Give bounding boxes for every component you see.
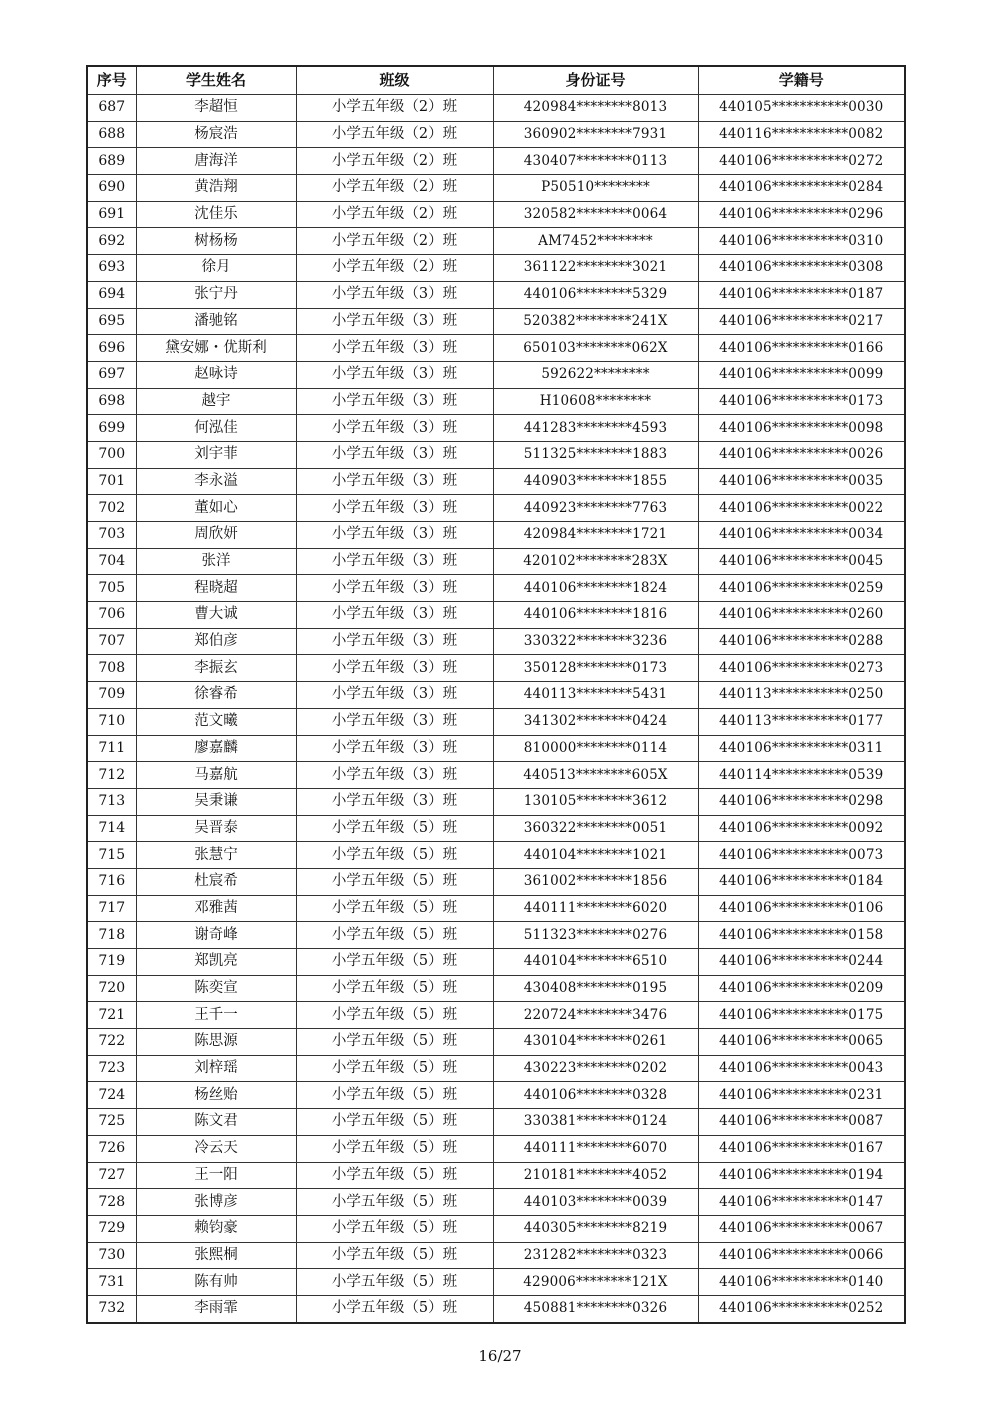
id-number-cell: 430407********0113 [493, 148, 698, 175]
serial-number-cell: 731 [87, 1269, 136, 1296]
student-name-cell: 李永溢 [136, 468, 296, 495]
registry-number-cell: 440106***********0310 [698, 228, 905, 255]
student-name-cell: 徐睿希 [136, 682, 296, 709]
table-row [87, 228, 905, 255]
id-number-cell: 440305********8219 [493, 1215, 698, 1242]
class-cell: 小学五年级（2）班 [296, 148, 493, 175]
id-number-cell: 429006********121X [493, 1269, 698, 1296]
id-number-cell: 430408********0195 [493, 975, 698, 1002]
table-row [87, 1295, 905, 1322]
serial-number-cell: 732 [87, 1295, 136, 1322]
class-cell: 小学五年级（2）班 [296, 121, 493, 148]
student-name-cell: 陈奕宣 [136, 975, 296, 1002]
class-cell: 小学五年级（3）班 [296, 628, 493, 655]
table-row [87, 468, 905, 495]
class-cell: 小学五年级（5）班 [296, 949, 493, 976]
serial-number-cell: 700 [87, 441, 136, 468]
id-number-cell: 420984********8013 [493, 95, 698, 122]
serial-number-cell: 714 [87, 815, 136, 842]
serial-number-cell: 696 [87, 335, 136, 362]
student-name-cell: 马嘉航 [136, 762, 296, 789]
class-cell: 小学五年级（3）班 [296, 682, 493, 709]
registry-number-cell: 440106***********0311 [698, 735, 905, 762]
registry-number-cell: 440105***********0030 [698, 95, 905, 122]
serial-number-cell: 723 [87, 1055, 136, 1082]
class-cell: 小学五年级（5）班 [296, 815, 493, 842]
serial-number-cell: 691 [87, 201, 136, 228]
class-cell: 小学五年级（2）班 [296, 95, 493, 122]
table-body [87, 95, 905, 1323]
student-name-cell: 沈佳乐 [136, 201, 296, 228]
registry-number-cell: 440106***********0098 [698, 415, 905, 442]
serial-number-cell: 726 [87, 1135, 136, 1162]
registry-number-cell: 440106***********0288 [698, 628, 905, 655]
registry-number-cell: 440114***********0539 [698, 762, 905, 789]
student-name-cell: 李超恒 [136, 95, 296, 122]
student-name-cell: 冷云天 [136, 1135, 296, 1162]
class-cell: 小学五年级（5）班 [296, 1269, 493, 1296]
student-name-cell: 杨丝贻 [136, 1082, 296, 1109]
student-name-cell: 陈文君 [136, 1109, 296, 1136]
serial-number-cell: 689 [87, 148, 136, 175]
table-row [87, 628, 905, 655]
class-cell: 小学五年级（3）班 [296, 708, 493, 735]
table-row [87, 922, 905, 949]
student-name-cell: 张洋 [136, 548, 296, 575]
class-cell: 小学五年级（3）班 [296, 762, 493, 789]
table-row [87, 415, 905, 442]
table-row [87, 281, 905, 308]
serial-number-cell: 698 [87, 388, 136, 415]
serial-number-cell: 708 [87, 655, 136, 682]
class-cell: 小学五年级（5）班 [296, 1109, 493, 1136]
serial-number-cell: 718 [87, 922, 136, 949]
table-row [87, 1109, 905, 1136]
registry-number-cell: 440106***********0166 [698, 335, 905, 362]
class-cell: 小学五年级（5）班 [296, 975, 493, 1002]
table-row [87, 1082, 905, 1109]
table-row [87, 1189, 905, 1216]
id-number-cell: 220724********3476 [493, 1002, 698, 1029]
class-cell: 小学五年级（5）班 [296, 922, 493, 949]
registry-number-cell: 440106***********0284 [698, 175, 905, 202]
id-number-cell: 440903********1855 [493, 468, 698, 495]
serial-number-cell: 730 [87, 1242, 136, 1269]
id-number-cell: 440113********5431 [493, 682, 698, 709]
table-row [87, 735, 905, 762]
table-row [87, 121, 905, 148]
student-name-cell: 张宁丹 [136, 281, 296, 308]
registry-number-cell: 440106***********0099 [698, 361, 905, 388]
id-number-cell: 440106********0328 [493, 1082, 698, 1109]
serial-number-cell: 720 [87, 975, 136, 1002]
table-row [87, 762, 905, 789]
serial-number-cell: 728 [87, 1189, 136, 1216]
serial-number-cell: 716 [87, 868, 136, 895]
serial-number-cell: 722 [87, 1029, 136, 1056]
class-cell: 小学五年级（3）班 [296, 281, 493, 308]
id-number-cell: 360322********0051 [493, 815, 698, 842]
student-name-cell: 张慧宁 [136, 842, 296, 869]
class-cell: 小学五年级（3）班 [296, 602, 493, 629]
class-cell: 小学五年级（5）班 [296, 1215, 493, 1242]
serial-number-cell: 706 [87, 602, 136, 629]
id-number-cell: 440104********6510 [493, 949, 698, 976]
class-cell: 小学五年级（5）班 [296, 868, 493, 895]
class-cell: 小学五年级（5）班 [296, 1029, 493, 1056]
table-row [87, 975, 905, 1002]
table-row [87, 842, 905, 869]
registry-number-cell: 440106***********0065 [698, 1029, 905, 1056]
table-row [87, 1242, 905, 1269]
serial-number-cell: 687 [87, 95, 136, 122]
table-row [87, 1162, 905, 1189]
id-number-cell: 231282********0323 [493, 1242, 698, 1269]
registry-number-cell: 440106***********0272 [698, 148, 905, 175]
id-number-cell: 341302********0424 [493, 708, 698, 735]
serial-number-cell: 711 [87, 735, 136, 762]
header-class: 班级 [296, 66, 493, 95]
registry-number-cell: 440106***********0092 [698, 815, 905, 842]
student-name-cell: 黛安娜・优斯利 [136, 335, 296, 362]
table-row [87, 575, 905, 602]
page-number: 16/27 [478, 1347, 522, 1365]
id-number-cell: 320582********0064 [493, 201, 698, 228]
registry-number-cell: 440106***********0066 [698, 1242, 905, 1269]
student-name-cell: 周欣妍 [136, 522, 296, 549]
registry-number-cell: 440106***********0140 [698, 1269, 905, 1296]
serial-number-cell: 712 [87, 762, 136, 789]
class-cell: 小学五年级（5）班 [296, 1135, 493, 1162]
id-number-cell: 440923********7763 [493, 495, 698, 522]
class-cell: 小学五年级（5）班 [296, 1082, 493, 1109]
serial-number-cell: 688 [87, 121, 136, 148]
registry-number-cell: 440106***********0217 [698, 308, 905, 335]
table-row [87, 1002, 905, 1029]
header-id-number: 身份证号 [493, 66, 698, 95]
table-row [87, 682, 905, 709]
serial-number-cell: 690 [87, 175, 136, 202]
serial-number-cell: 725 [87, 1109, 136, 1136]
serial-number-cell: 713 [87, 788, 136, 815]
student-name-cell: 郑凯亮 [136, 949, 296, 976]
class-cell: 小学五年级（3）班 [296, 655, 493, 682]
table-row [87, 201, 905, 228]
table-row [87, 602, 905, 629]
registry-number-cell: 440116***********0082 [698, 121, 905, 148]
student-name-cell: 树杨杨 [136, 228, 296, 255]
id-number-cell: 361122********3021 [493, 255, 698, 282]
serial-number-cell: 694 [87, 281, 136, 308]
header-student-name: 学生姓名 [136, 66, 296, 95]
student-name-cell: 赵咏诗 [136, 361, 296, 388]
serial-number-cell: 703 [87, 522, 136, 549]
student-name-cell: 王一阳 [136, 1162, 296, 1189]
student-roster-table [86, 65, 906, 1324]
student-name-cell: 李振玄 [136, 655, 296, 682]
table-row [87, 895, 905, 922]
registry-number-cell: 440106***********0273 [698, 655, 905, 682]
id-number-cell: 511325********1883 [493, 441, 698, 468]
id-number-cell: 360902********7931 [493, 121, 698, 148]
student-name-cell: 董如心 [136, 495, 296, 522]
id-number-cell: 210181********4052 [493, 1162, 698, 1189]
student-name-cell: 曹大诚 [136, 602, 296, 629]
table-row [87, 708, 905, 735]
registry-number-cell: 440113***********0250 [698, 682, 905, 709]
registry-number-cell: 440106***********0184 [698, 868, 905, 895]
class-cell: 小学五年级（5）班 [296, 1002, 493, 1029]
registry-number-cell: 440106***********0259 [698, 575, 905, 602]
id-number-cell: 330381********0124 [493, 1109, 698, 1136]
class-cell: 小学五年级（3）班 [296, 388, 493, 415]
registry-number-cell: 440106***********0034 [698, 522, 905, 549]
class-cell: 小学五年级（3）班 [296, 522, 493, 549]
registry-number-cell: 440106***********0167 [698, 1135, 905, 1162]
table-row [87, 522, 905, 549]
student-name-cell: 何泓佳 [136, 415, 296, 442]
registry-number-cell: 440106***********0308 [698, 255, 905, 282]
serial-number-cell: 719 [87, 949, 136, 976]
class-cell: 小学五年级（5）班 [296, 1189, 493, 1216]
student-name-cell: 刘宇菲 [136, 441, 296, 468]
header-student-registry-number: 学籍号 [698, 66, 905, 95]
registry-number-cell: 440106***********0260 [698, 602, 905, 629]
registry-number-cell: 440106***********0298 [698, 788, 905, 815]
serial-number-cell: 709 [87, 682, 136, 709]
registry-number-cell: 440106***********0035 [698, 468, 905, 495]
registry-number-cell: 440106***********0026 [698, 441, 905, 468]
student-name-cell: 越宇 [136, 388, 296, 415]
class-cell: 小学五年级（3）班 [296, 335, 493, 362]
id-number-cell: 511323********0276 [493, 922, 698, 949]
class-cell: 小学五年级（5）班 [296, 895, 493, 922]
class-cell: 小学五年级（5）班 [296, 1242, 493, 1269]
class-cell: 小学五年级（5）班 [296, 1055, 493, 1082]
serial-number-cell: 702 [87, 495, 136, 522]
student-name-cell: 陈思源 [136, 1029, 296, 1056]
registry-number-cell: 440106***********0252 [698, 1295, 905, 1322]
serial-number-cell: 717 [87, 895, 136, 922]
id-number-cell: 361002********1856 [493, 868, 698, 895]
table-row [87, 1055, 905, 1082]
student-name-cell: 李雨霏 [136, 1295, 296, 1322]
id-number-cell: 450881********0326 [493, 1295, 698, 1322]
id-number-cell: P50510******** [493, 175, 698, 202]
id-number-cell: AM7452******** [493, 228, 698, 255]
student-name-cell: 潘驰铭 [136, 308, 296, 335]
table-row [87, 1215, 905, 1242]
id-number-cell: 130105********3612 [493, 788, 698, 815]
student-name-cell: 陈有帅 [136, 1269, 296, 1296]
id-number-cell: 430223********0202 [493, 1055, 698, 1082]
registry-number-cell: 440106***********0022 [698, 495, 905, 522]
serial-number-cell: 727 [87, 1162, 136, 1189]
class-cell: 小学五年级（2）班 [296, 228, 493, 255]
table-row [87, 441, 905, 468]
student-name-cell: 吴秉谦 [136, 788, 296, 815]
id-number-cell: 441283********4593 [493, 415, 698, 442]
registry-number-cell: 440106***********0087 [698, 1109, 905, 1136]
registry-number-cell: 440113***********0177 [698, 708, 905, 735]
serial-number-cell: 697 [87, 361, 136, 388]
serial-number-cell: 701 [87, 468, 136, 495]
table-row [87, 1269, 905, 1296]
table-row [87, 815, 905, 842]
table-row [87, 868, 905, 895]
id-number-cell: 420984********1721 [493, 522, 698, 549]
student-name-cell: 徐月 [136, 255, 296, 282]
class-cell: 小学五年级（5）班 [296, 1162, 493, 1189]
student-name-cell: 谢奇峰 [136, 922, 296, 949]
table-row [87, 361, 905, 388]
class-cell: 小学五年级（2）班 [296, 175, 493, 202]
class-cell: 小学五年级（3）班 [296, 548, 493, 575]
serial-number-cell: 704 [87, 548, 136, 575]
table-row [87, 95, 905, 122]
table-row [87, 255, 905, 282]
registry-number-cell: 440106***********0067 [698, 1215, 905, 1242]
student-name-cell: 杨宸浩 [136, 121, 296, 148]
serial-number-cell: 710 [87, 708, 136, 735]
registry-number-cell: 440106***********0106 [698, 895, 905, 922]
class-cell: 小学五年级（5）班 [296, 842, 493, 869]
student-name-cell: 廖嘉麟 [136, 735, 296, 762]
id-number-cell: 520382********241X [493, 308, 698, 335]
serial-number-cell: 693 [87, 255, 136, 282]
id-number-cell: 440111********6020 [493, 895, 698, 922]
registry-number-cell: 440106***********0187 [698, 281, 905, 308]
table-row [87, 655, 905, 682]
id-number-cell: 430104********0261 [493, 1029, 698, 1056]
serial-number-cell: 699 [87, 415, 136, 442]
class-cell: 小学五年级（5）班 [296, 1295, 493, 1322]
student-name-cell: 黄浩翔 [136, 175, 296, 202]
student-name-cell: 程晓超 [136, 575, 296, 602]
registry-number-cell: 440106***********0194 [698, 1162, 905, 1189]
registry-number-cell: 440106***********0045 [698, 548, 905, 575]
student-name-cell: 郑伯彦 [136, 628, 296, 655]
table-row [87, 495, 905, 522]
registry-number-cell: 440106***********0073 [698, 842, 905, 869]
id-number-cell: 350128********0173 [493, 655, 698, 682]
table-row [87, 1135, 905, 1162]
table-row [87, 1029, 905, 1056]
class-cell: 小学五年级（3）班 [296, 308, 493, 335]
registry-number-cell: 440106***********0244 [698, 949, 905, 976]
serial-number-cell: 721 [87, 1002, 136, 1029]
id-number-cell: H10608******** [493, 388, 698, 415]
serial-number-cell: 692 [87, 228, 136, 255]
serial-number-cell: 729 [87, 1215, 136, 1242]
id-number-cell: 440513********605X [493, 762, 698, 789]
id-number-cell: 650103********062X [493, 335, 698, 362]
table-row [87, 175, 905, 202]
id-number-cell: 440106********1824 [493, 575, 698, 602]
id-number-cell: 810000********0114 [493, 735, 698, 762]
student-name-cell: 赖钧豪 [136, 1215, 296, 1242]
serial-number-cell: 707 [87, 628, 136, 655]
class-cell: 小学五年级（3）班 [296, 415, 493, 442]
registry-number-cell: 440106***********0147 [698, 1189, 905, 1216]
id-number-cell: 440106********1816 [493, 602, 698, 629]
class-cell: 小学五年级（3）班 [296, 575, 493, 602]
student-name-cell: 王千一 [136, 1002, 296, 1029]
header-serial-number: 序号 [87, 66, 136, 95]
serial-number-cell: 724 [87, 1082, 136, 1109]
student-name-cell: 唐海洋 [136, 148, 296, 175]
registry-number-cell: 440106***********0296 [698, 201, 905, 228]
registry-number-cell: 440106***********0175 [698, 1002, 905, 1029]
serial-number-cell: 695 [87, 308, 136, 335]
class-cell: 小学五年级（3）班 [296, 735, 493, 762]
class-cell: 小学五年级（2）班 [296, 255, 493, 282]
student-name-cell: 邓雅茜 [136, 895, 296, 922]
id-number-cell: 440111********6070 [493, 1135, 698, 1162]
table-row [87, 548, 905, 575]
id-number-cell: 440106********5329 [493, 281, 698, 308]
class-cell: 小学五年级（3）班 [296, 788, 493, 815]
table-header-row [87, 66, 905, 95]
table-row [87, 388, 905, 415]
table-row [87, 949, 905, 976]
class-cell: 小学五年级（3）班 [296, 495, 493, 522]
serial-number-cell: 715 [87, 842, 136, 869]
table-row [87, 788, 905, 815]
table-row [87, 335, 905, 362]
id-number-cell: 592622******** [493, 361, 698, 388]
student-name-cell: 吴晋泰 [136, 815, 296, 842]
serial-number-cell: 705 [87, 575, 136, 602]
class-cell: 小学五年级（3）班 [296, 361, 493, 388]
student-name-cell: 范文曦 [136, 708, 296, 735]
class-cell: 小学五年级（3）班 [296, 441, 493, 468]
student-name-cell: 杜宸希 [136, 868, 296, 895]
id-number-cell: 440104********1021 [493, 842, 698, 869]
student-name-cell: 张博彦 [136, 1189, 296, 1216]
class-cell: 小学五年级（2）班 [296, 201, 493, 228]
registry-number-cell: 440106***********0158 [698, 922, 905, 949]
registry-number-cell: 440106***********0231 [698, 1082, 905, 1109]
registry-number-cell: 440106***********0173 [698, 388, 905, 415]
student-name-cell: 刘梓瑶 [136, 1055, 296, 1082]
student-name-cell: 张熙桐 [136, 1242, 296, 1269]
registry-number-cell: 440106***********0209 [698, 975, 905, 1002]
id-number-cell: 330322********3236 [493, 628, 698, 655]
table-row [87, 148, 905, 175]
id-number-cell: 420102********283X [493, 548, 698, 575]
table-row [87, 308, 905, 335]
class-cell: 小学五年级（3）班 [296, 468, 493, 495]
registry-number-cell: 440106***********0043 [698, 1055, 905, 1082]
id-number-cell: 440103********0039 [493, 1189, 698, 1216]
